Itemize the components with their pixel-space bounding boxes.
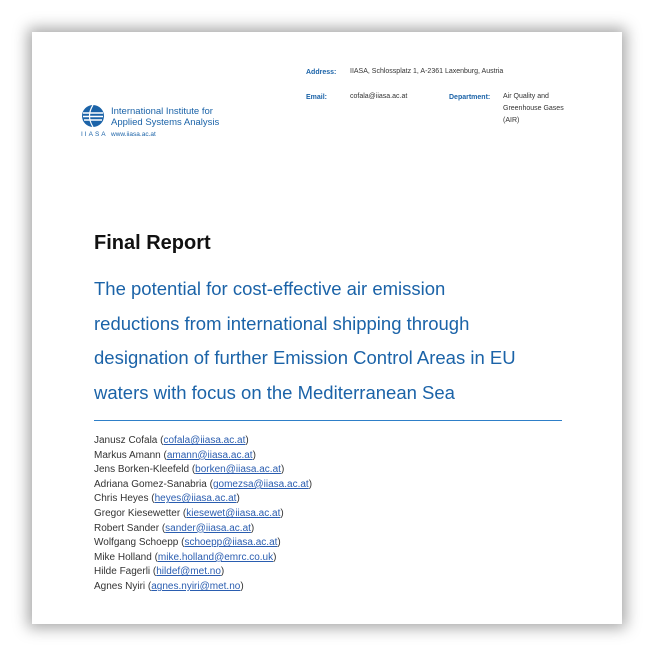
- author-email-link[interactable]: borken@iiasa.ac.at: [195, 464, 281, 476]
- author-entry: Hilde Fagerli (hildef@met.no): [94, 566, 225, 578]
- author-name: Janusz Cofala: [94, 435, 158, 446]
- logo-institute-name-line1: International Institute for: [111, 106, 213, 117]
- subtitle-line: reductions from international shipping through: [94, 312, 470, 334]
- department-line: Air Quality and: [503, 93, 549, 100]
- author-entry: Wolfgang Schoepp (schoepp@iiasa.ac.at): [94, 537, 281, 549]
- author-email-link[interactable]: heyes@iiasa.ac.at: [154, 493, 237, 505]
- author-name: Wolfgang Schoepp: [94, 537, 179, 549]
- divider-rule: [94, 420, 562, 421]
- address-value: IIASA, Schlossplatz 1, A-2361 Laxenburg, Austria: [350, 68, 504, 75]
- email-label: Email:: [306, 94, 328, 101]
- logo-institute-name-line2: Applied Systems Analysis: [111, 117, 220, 128]
- author-email-link[interactable]: mike.holland@emrc.co.uk: [157, 551, 274, 563]
- author-name: Adriana Gomez-Sanabria: [94, 478, 207, 490]
- author-name: Markus Amann: [94, 449, 161, 461]
- author-entry: Mike Holland (mike.holland@emrc.co.uk): [94, 551, 277, 563]
- author-email-link[interactable]: kiesewet@iiasa.ac.at: [186, 507, 281, 519]
- author-email-link[interactable]: agnes.nyiri@met.no: [151, 580, 241, 592]
- report-subtitle: [94, 272, 574, 410]
- author-entry: Janusz Cofala (cofala@iiasa.ac.at): [94, 435, 249, 446]
- subtitle-line: The potential for cost-effective air emission: [94, 278, 446, 299]
- logo-url: www.iiasa.ac.at: [111, 131, 156, 138]
- author-entry: Chris Heyes (heyes@iiasa.ac.at): [94, 493, 240, 505]
- author-entry: Gregor Kiesewetter (kiesewet@iiasa.ac.at): [94, 507, 284, 519]
- subtitle-line: designation of further Emission Control Areas in EU: [94, 347, 516, 368]
- author-name: Robert Sander: [94, 522, 160, 534]
- department-value: [503, 91, 564, 127]
- report-title: Final Report: [94, 232, 211, 254]
- author-entry: Robert Sander (sander@iiasa.ac.at): [94, 522, 255, 534]
- author-email-link[interactable]: sander@iiasa.ac.at: [165, 522, 251, 534]
- author-email-link[interactable]: cofala@iiasa.ac.at: [163, 435, 246, 446]
- report-cover-page: [32, 32, 622, 624]
- author-list: [94, 434, 312, 595]
- subtitle-line: waters with focus on the Mediterranean Sea: [94, 381, 455, 403]
- author-name: Jens Borken-Kleefeld: [94, 464, 190, 476]
- author-entry: Markus Amann (amann@iiasa.ac.at): [94, 449, 256, 461]
- author-email-link[interactable]: amann@iiasa.ac.at: [166, 449, 253, 461]
- address-label: Address:: [306, 69, 337, 76]
- author-email-link[interactable]: gomezsa@iiasa.ac.at: [212, 478, 309, 490]
- department-label: Department:: [449, 94, 491, 101]
- author-entry: Agnes Nyiri (agnes.nyiri@met.no): [94, 580, 244, 592]
- author-name: Agnes Nyiri: [94, 580, 146, 592]
- author-name: Chris Heyes: [94, 493, 149, 505]
- author-name: Mike Holland: [94, 551, 152, 563]
- author-entry: Jens Borken-Kleefeld (borken@iiasa.ac.at): [94, 464, 285, 476]
- author-entry: Adriana Gomez-Sanabria (gomezsa@iiasa.ac.at): [94, 478, 313, 490]
- globe-logo-icon: [81, 104, 105, 128]
- author-name: Gregor Kiesewetter: [94, 507, 181, 519]
- author-name: Hilde Fagerli: [94, 566, 151, 578]
- author-email-link[interactable]: hildef@met.no: [156, 566, 221, 578]
- department-line: Greenhouse Gases: [503, 105, 564, 112]
- department-line: (AIR): [503, 117, 520, 124]
- logo-abbreviation: IIASA: [81, 131, 108, 138]
- author-email-link[interactable]: schoepp@iiasa.ac.at: [184, 537, 278, 549]
- email-value: cofala@iiasa.ac.at: [350, 93, 408, 100]
